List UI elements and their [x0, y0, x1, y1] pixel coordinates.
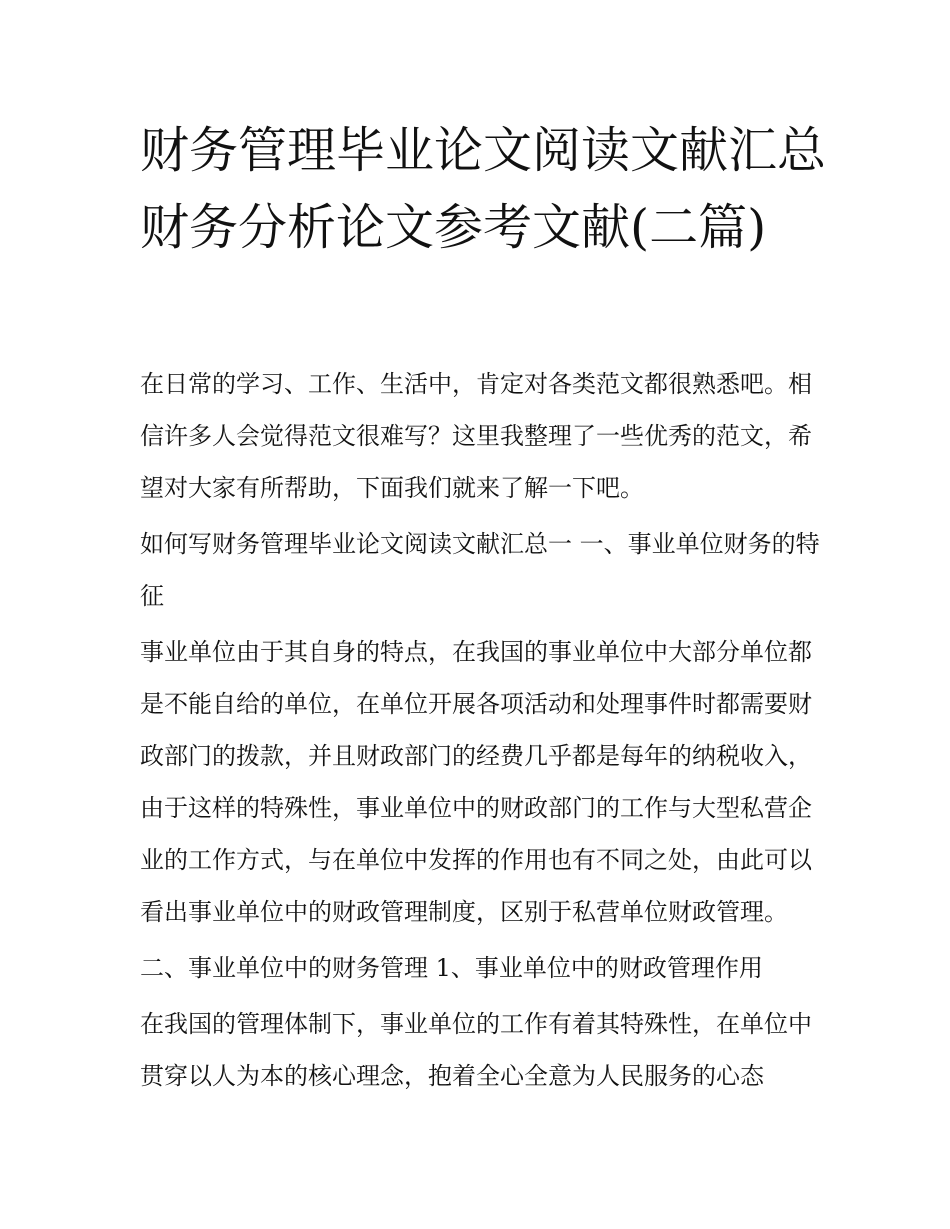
document-body: [140, 358, 830, 1102]
section-heading-1: 如何写财务管理毕业论文阅读文献汇总一 一、事业单位财务的特征: [140, 530, 820, 610]
document-title: 财务管理毕业论文阅读文献汇总 财务分析论文参考文献(二篇): [140, 122, 827, 256]
intro-paragraph: 在日常的学习、工作、生活中，肯定对各类范文都很熟悉吧。相信许多人会觉得范文很难写？这里我整理了一些优秀的范文，希望对大家有所帮助，下面我们就来了解一下吧。: [140, 370, 812, 502]
body-paragraph-2: 在我国的管理体制下，事业单位的工作有着其特殊性，在单位中贯穿以人为本的核心理念，抱着全心全意为人民服务的心态: [140, 1010, 812, 1090]
body-paragraph-1: 事业单位由于其自身的特点，在我国的事业单位中大部分单位都是不能自给的单位，在单位开展各项活动和处理事件时都需要财政部门的拨款，并且财政部门的经费几乎都是每年的纳税收入，由于这样的特殊性，事业单位中的财政部门的工作与大型私营企业的工作方式，与在单位中发挥的作用也有不同之处，由此可以看出事业单位中的财政管理制度，区别于私营单位财政管理。: [140, 638, 812, 926]
section-heading-2: 二、事业单位中的财务管理 1、事业单位中的财政管理作用: [140, 954, 763, 982]
